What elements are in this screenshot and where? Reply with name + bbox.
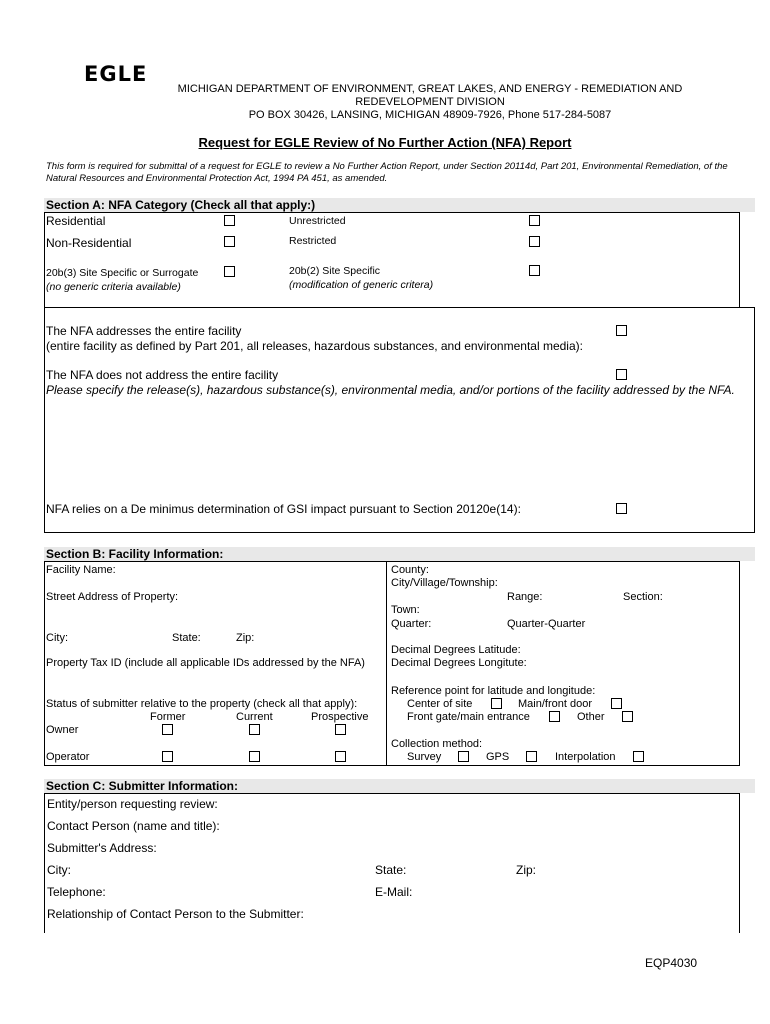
unrestricted-label: Unrestricted	[289, 215, 346, 227]
residential-checkbox[interactable]	[224, 215, 235, 226]
b2-label: 20b(2) Site Specific	[289, 265, 381, 277]
egle-logo: EGLE	[84, 62, 148, 86]
former-label: Former	[150, 711, 186, 723]
center-of-site-checkbox[interactable]	[491, 698, 502, 709]
not-entire-facility-checkbox[interactable]	[616, 369, 627, 380]
submitter-city-label: City:	[47, 863, 71, 877]
non-residential-checkbox[interactable]	[224, 236, 235, 247]
other-label: Other	[577, 711, 605, 723]
interpolation-checkbox[interactable]	[633, 751, 644, 762]
restricted-checkbox[interactable]	[529, 236, 540, 247]
section-number-label: Section:	[623, 591, 663, 603]
gps-checkbox[interactable]	[526, 751, 537, 762]
non-residential-label: Non-Residential	[46, 236, 132, 250]
survey-label: Survey	[407, 751, 442, 763]
reference-point-label: Reference point for latitude and longitude:	[391, 685, 596, 697]
main-door-checkbox[interactable]	[611, 698, 622, 709]
telephone-label: Telephone:	[47, 885, 106, 899]
quarter-label: Quarter:	[391, 618, 432, 630]
current-label: Current	[236, 711, 273, 723]
operator-current-checkbox[interactable]	[249, 751, 260, 762]
operator-label: Operator	[46, 751, 90, 763]
zip-label: Zip:	[236, 632, 255, 644]
township-label: City/Village/Township:	[391, 577, 498, 589]
b3-label: 20b(3) Site Specific or Surrogate	[46, 267, 199, 279]
entire-facility-checkbox[interactable]	[616, 325, 627, 336]
email-label: E-Mail:	[375, 885, 413, 899]
form-title: Request for EGLE Review of No Further Action (NFA) Report	[198, 135, 572, 150]
section-a-category-box	[44, 212, 740, 308]
not-entire-facility-note: Please specify the release(s), hazardous substance(s), environmental media, and/or portions of the facility addressed by the NFA.	[46, 383, 735, 397]
unrestricted-checkbox[interactable]	[529, 215, 540, 226]
status-label: Status of submitter relative to the property (check all that apply):	[46, 698, 358, 710]
center-of-site-label: Center of site	[407, 698, 473, 710]
front-gate-label: Front gate/main entrance	[407, 711, 530, 723]
range-label: Range:	[507, 591, 543, 603]
division-name: REDEVELOPMENT DIVISION	[355, 96, 505, 108]
b2-checkbox[interactable]	[529, 265, 540, 276]
operator-former-checkbox[interactable]	[162, 751, 173, 762]
department-address: PO BOX 30426, LANSING, MICHIGAN 48909-7926, Phone 517-284-5087	[248, 109, 612, 121]
county-label: County:	[391, 564, 429, 576]
form-intro: This form is required for submittal of a request for EGLE to review a No Further Action Report, under Section 20114d, Part 201, Environmental Remediation, of the Natural Resources and Environmental Protection Act, 1994 PA 451, as amended.	[46, 161, 728, 184]
owner-current-checkbox[interactable]	[249, 724, 260, 735]
deminimus-label: NFA relies on a De minimus determination of GSI impact pursuant to Section 20120e(14):	[46, 502, 521, 516]
section-c-heading: Section C: Submitter Information:	[44, 779, 755, 793]
operator-prospective-checkbox[interactable]	[335, 751, 346, 762]
prospective-label: Prospective	[311, 711, 369, 723]
entire-facility-note: (entire facility as defined by Part 201, all releases, hazardous substances, and environmental media):	[46, 339, 583, 353]
relationship-label: Relationship of Contact Person to the Submitter:	[47, 907, 304, 921]
submitter-zip-label: Zip:	[516, 863, 537, 877]
owner-prospective-checkbox[interactable]	[335, 724, 346, 735]
deminimus-checkbox[interactable]	[616, 503, 627, 514]
longitude-label: Decimal Degrees Longitute:	[391, 657, 527, 669]
department-name: MICHIGAN DEPARTMENT OF ENVIRONMENT, GREAT LAKES, AND ENERGY - REMEDIATION AND	[177, 83, 683, 95]
entity-label: Entity/person requesting review:	[47, 797, 218, 811]
quarter-quarter-label: Quarter-Quarter	[507, 618, 586, 630]
b3-note: (no generic criteria available)	[46, 281, 181, 293]
tax-id-label: Property Tax ID (include all applicable IDs addressed by the NFA)	[46, 657, 365, 669]
survey-checkbox[interactable]	[458, 751, 469, 762]
restricted-label: Restricted	[289, 235, 337, 247]
b2-note: (modification of generic critera)	[289, 279, 434, 291]
residential-label: Residential	[46, 214, 106, 228]
main-door-label: Main/front door	[518, 698, 592, 710]
contact-person-label: Contact Person (name and title):	[47, 819, 220, 833]
owner-label: Owner	[46, 724, 79, 736]
town-label: Town:	[391, 604, 420, 616]
entire-facility-label: The NFA addresses the entire facility	[46, 324, 242, 338]
interpolation-label: Interpolation	[555, 751, 616, 763]
form-id: EQP4030	[645, 956, 698, 970]
b3-checkbox[interactable]	[224, 266, 235, 277]
street-address-label: Street Address of Property:	[46, 591, 179, 603]
not-entire-facility-label: The NFA does not address the entire facility	[46, 368, 279, 382]
section-b-heading: Section B: Facility Information:	[44, 547, 755, 561]
section-b-divider	[386, 561, 387, 766]
latitude-label: Decimal Degrees Latitude:	[391, 644, 521, 656]
other-checkbox[interactable]	[622, 711, 633, 722]
facility-name-label: Facility Name:	[46, 564, 116, 576]
state-label: State:	[172, 632, 201, 644]
owner-former-checkbox[interactable]	[162, 724, 173, 735]
city-label: City:	[46, 632, 68, 644]
front-gate-checkbox[interactable]	[549, 711, 560, 722]
section-a-heading: Section A: NFA Category (Check all that apply:)	[44, 198, 755, 212]
collection-method-label: Collection method:	[391, 738, 483, 750]
gps-label: GPS	[486, 751, 510, 763]
submitter-address-label: Submitter's Address:	[47, 841, 157, 855]
submitter-state-label: State:	[375, 863, 407, 877]
